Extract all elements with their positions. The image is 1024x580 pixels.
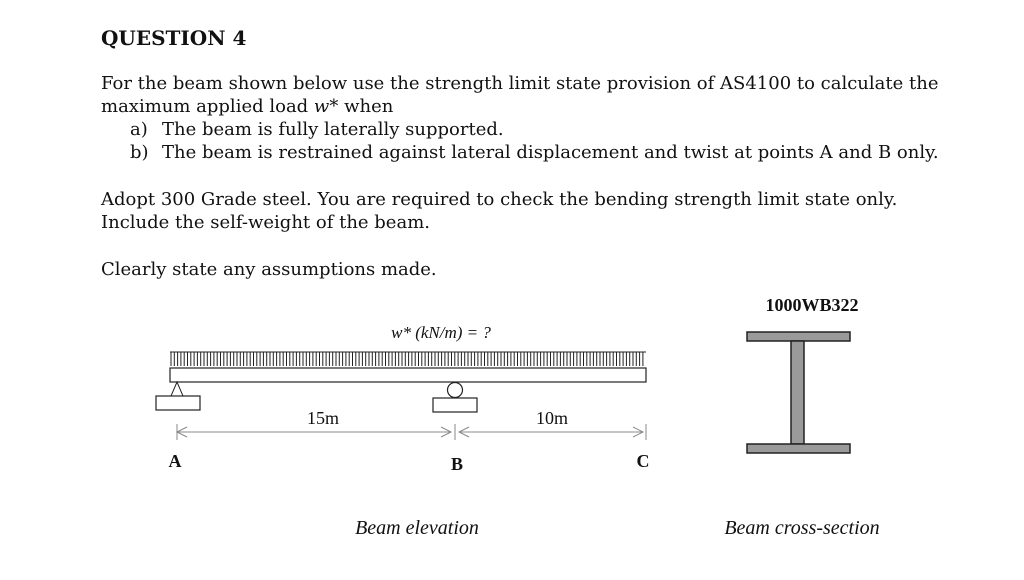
load-label: [391, 323, 491, 342]
point-c-label: C: [636, 451, 650, 471]
point-a-label: A: [168, 451, 182, 471]
load-variable: w*: [313, 96, 339, 117]
span-bc-label: 10m: [535, 408, 569, 428]
pin-support-a: [156, 382, 200, 410]
condition-text-b: The beam is restrained against lateral displacement and twist at points A and B only.: [162, 142, 939, 163]
load-label-text: w* (kN/m) = ?: [391, 323, 491, 342]
point-b-label: B: [450, 454, 464, 474]
question-title: QUESTION 4: [101, 26, 247, 50]
intro-line-2-start: maximum applied load: [101, 96, 314, 117]
elevation-caption: Beam elevation: [355, 517, 479, 539]
i-beam-section: [747, 332, 850, 453]
steel-grade-line-1: Adopt 300 Grade steel. You are required to check the bending strength limit state only.: [101, 189, 898, 210]
dimension-lines: [177, 424, 646, 440]
steel-grade-line-2: Include the self-weight of the beam.: [101, 212, 430, 233]
intro-line-2-end: when: [338, 96, 394, 117]
condition-marker-b: b): [130, 142, 149, 163]
section-designation: 1000WB322: [765, 295, 859, 315]
assumptions-paragraph: Clearly state any assumptions made.: [101, 259, 437, 280]
section-caption: Beam cross-section: [724, 517, 880, 539]
span-ab-label: 15m: [306, 408, 340, 428]
condition-marker-a: a): [130, 119, 148, 140]
condition-text-a: The beam is fully laterally supported.: [162, 119, 504, 140]
intro-line-1: For the beam shown below use the strength limit state provision of AS4100 to calculate the: [101, 73, 939, 94]
distributed-load-hatch: [171, 352, 643, 366]
roller-support-b: [433, 383, 477, 413]
beam: [170, 368, 646, 382]
